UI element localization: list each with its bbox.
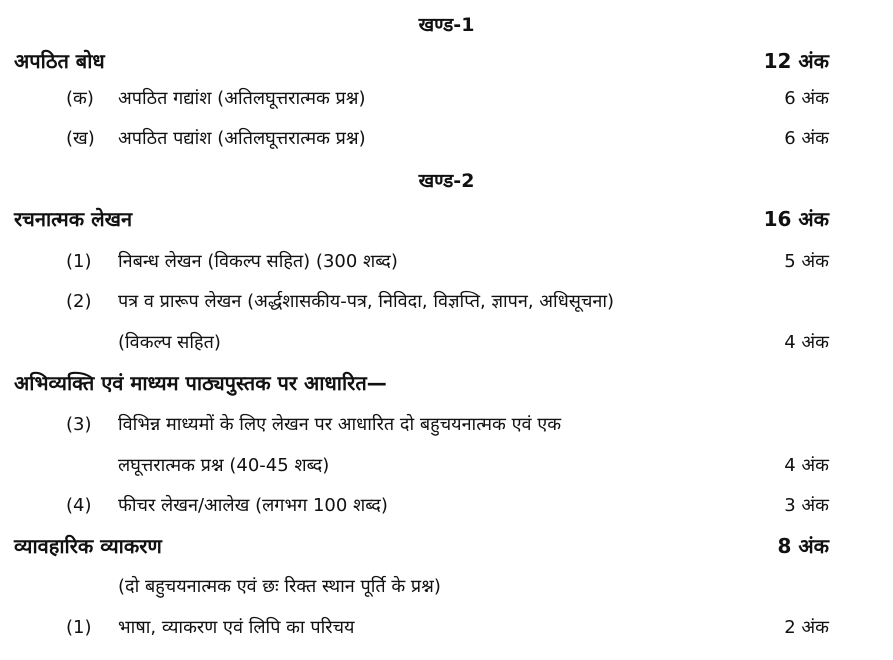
item-text: फीचर लेखन/आलेख (लगभग 100 शब्द): [118, 495, 388, 516]
item-marks: 3 अंक: [784, 495, 829, 516]
section-marks: 8 अंक: [777, 534, 829, 558]
item-text: निबन्ध लेखन (विकल्प सहित) (300 शब्द): [118, 251, 398, 272]
item-text-continued: (विकल्प सहित): [118, 332, 221, 353]
item-number: (ख): [66, 128, 95, 149]
section-1-title: खण्ड-1: [418, 14, 475, 36]
item-marks: 4 अंक: [784, 455, 829, 476]
item-marks: 6 अंक: [784, 128, 829, 149]
list-item: [0, 611, 893, 645]
item-marks: 4 अंक: [784, 332, 829, 353]
item-text: पत्र व प्रारूप लेखन (अर्द्धशासकीय-पत्र, निविदा, विज्ञप्ति, ज्ञापन, अधिसूचना): [118, 291, 615, 312]
section-note-row: [0, 570, 893, 604]
section-note: (दो बहुचयनात्मक एवं छः रिक्त स्थान पूर्ति के प्रश्न): [118, 576, 441, 597]
list-item: [0, 489, 893, 523]
item-number: (4): [66, 495, 92, 516]
item-text: विभिन्न माध्यमों के लिए लेखन पर आधारित दो बहुचयनात्मक एवं एक: [118, 414, 562, 435]
section-marks: 12 अंक: [763, 49, 829, 73]
heading-row-rachnatmak-lekhan: [0, 202, 893, 236]
list-item-continuation: [0, 449, 893, 483]
item-text: अपठित पद्यांश (अतिलघूत्तरात्मक प्रश्न): [118, 128, 366, 149]
section-2-title: खण्ड-2: [418, 170, 475, 192]
section-heading: अपठित बोध: [14, 49, 105, 73]
item-marks: 5 अंक: [784, 251, 829, 272]
list-item: [0, 122, 893, 156]
item-number: (3): [66, 414, 92, 435]
item-text: भाषा, व्याकरण एवं लिपि का परिचय: [118, 617, 355, 638]
item-number: (2): [66, 291, 92, 312]
section-heading: रचनात्मक लेखन: [14, 207, 133, 231]
item-marks: 2 अंक: [784, 617, 829, 638]
section-heading: अभिव्यक्ति एवं माध्यम पाठ्यपुस्तक पर आधारित—: [14, 371, 387, 395]
item-number: (1): [66, 251, 92, 272]
heading-row-apathit-bodh: [0, 44, 893, 78]
section-marks: 16 अंक: [763, 207, 829, 231]
section-heading: व्यावहारिक व्याकरण: [14, 534, 162, 558]
section-1-title-row: [0, 8, 893, 42]
heading-row-abhivyakti: [0, 366, 893, 400]
item-marks: 6 अंक: [784, 88, 829, 109]
list-item: [0, 82, 893, 116]
list-item: [0, 285, 893, 319]
item-text: अपठित गद्यांश (अतिलघूत्तरात्मक प्रश्न): [118, 88, 366, 109]
section-2-title-row: [0, 164, 893, 198]
list-item: [0, 245, 893, 279]
heading-row-vyavaharik-vyakaran: [0, 529, 893, 563]
list-item: [0, 408, 893, 442]
item-number: (क): [66, 88, 94, 109]
list-item-continuation: [0, 326, 893, 360]
item-number: (1): [66, 617, 92, 638]
item-text-continued: लघूत्तरात्मक प्रश्न (40-45 शब्द): [118, 455, 330, 476]
